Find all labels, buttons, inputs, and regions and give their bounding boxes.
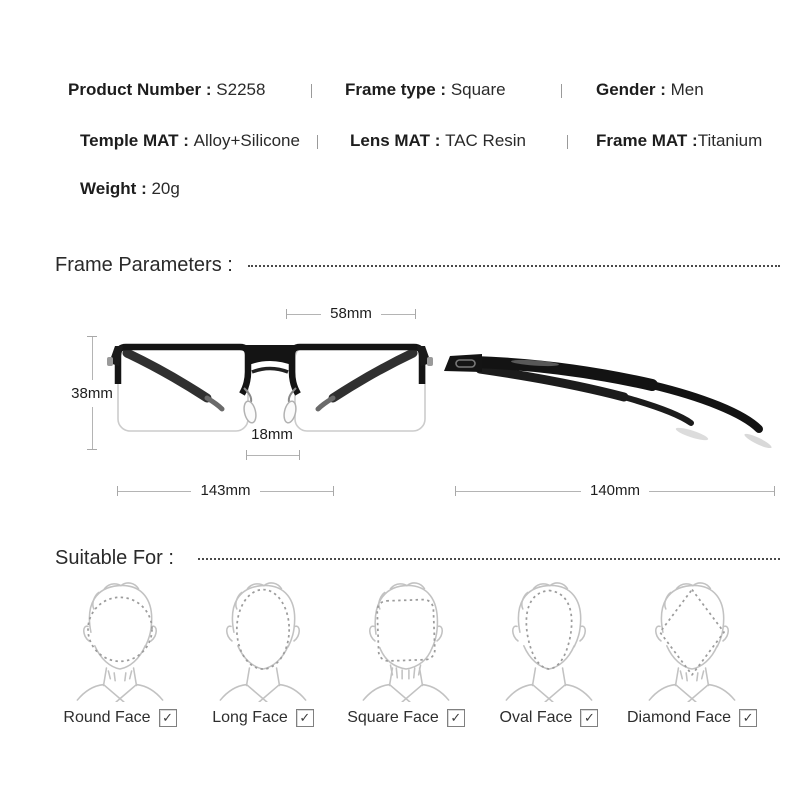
spec-label: Lens MAT — [350, 131, 430, 150]
shoulders-collar — [363, 685, 448, 702]
hinge-left — [107, 357, 113, 366]
face-caption — [347, 709, 465, 727]
face-sketch-long — [202, 576, 324, 702]
bridge-bar — [252, 369, 288, 373]
spec-separator: : — [201, 80, 217, 99]
dimension-line — [649, 491, 774, 492]
dotted-rule — [248, 265, 780, 267]
head-outline — [89, 586, 151, 647]
dimension-line — [247, 455, 299, 456]
spec-weight — [80, 179, 180, 199]
temple-arm-lower-tip — [624, 397, 691, 423]
spec-separator: : — [435, 80, 451, 99]
spec-label: Frame MAT — [596, 131, 688, 150]
shoulders-collar — [220, 685, 305, 702]
diamond-shape-overlay — [660, 590, 724, 675]
face-caption — [63, 709, 176, 727]
dimension-frame-width — [117, 483, 334, 499]
dimension-line — [381, 314, 415, 315]
spec-separator: : — [136, 179, 152, 198]
temple-side-image — [440, 328, 780, 448]
face-sketch-square — [345, 576, 467, 702]
neck-lines — [390, 668, 423, 685]
dimension-line — [287, 314, 321, 315]
face-shapes-row — [50, 576, 762, 727]
face-sketch-diamond — [631, 576, 753, 702]
face-label: Square Face — [347, 709, 439, 726]
face-label: Oval Face — [499, 709, 573, 726]
spec-value: 20g — [151, 179, 180, 198]
face-label: Diamond Face — [626, 709, 732, 726]
ears — [513, 626, 585, 641]
spec-value: TAC Resin — [445, 131, 527, 150]
shoulders-collar — [506, 685, 591, 702]
dimension-line — [456, 491, 581, 492]
spec-value: Alloy+Silicone — [193, 131, 300, 150]
face-column-oval — [479, 576, 619, 727]
column-divider — [317, 135, 318, 149]
ears — [370, 626, 442, 641]
dimension-bridge-width — [246, 447, 300, 463]
dimension-label: 58mm — [330, 305, 372, 322]
face-sketch-round — [59, 576, 181, 702]
checkbox-long-face[interactable] — [296, 709, 314, 727]
dimension-label-bridge: 18mm — [251, 426, 293, 443]
spec-gender — [596, 80, 704, 100]
neck-shading — [108, 671, 131, 681]
dimension-tick — [87, 449, 97, 450]
spec-value: Men — [670, 80, 704, 99]
spec-value: Square — [450, 80, 506, 99]
oval-shape-overlay — [526, 591, 571, 670]
beard-shading — [390, 665, 420, 679]
dimension-tick — [299, 450, 300, 460]
spec-label: Weight — [80, 179, 137, 198]
ears — [656, 626, 728, 641]
spec-separator: : — [178, 131, 194, 150]
checkmark-icon: ✓ — [299, 710, 311, 725]
column-divider — [311, 84, 312, 98]
shoulders-collar — [649, 685, 734, 702]
head-outline — [232, 586, 294, 647]
frame-parameters-title: Frame Parameters : — [55, 254, 233, 276]
checkbox-oval-face[interactable] — [580, 709, 598, 727]
checkmark-icon: ✓ — [742, 710, 754, 725]
dimension-line — [260, 491, 333, 492]
ears — [84, 626, 156, 641]
face-column-square — [336, 576, 476, 727]
neck-lines — [247, 668, 280, 685]
suitable-for-title: Suitable For : — [55, 547, 174, 569]
dimension-line — [92, 407, 93, 450]
dimension-tick — [415, 309, 416, 319]
checkmark-icon: ✓ — [450, 710, 462, 725]
spec-value: Titanium — [697, 131, 763, 150]
face-sketch-oval — [488, 576, 610, 702]
spec-frame-material — [596, 131, 762, 151]
temple-arm-upper-tip — [652, 385, 759, 429]
spec-value: S2258 — [216, 80, 266, 99]
spec-label: Temple MAT — [80, 131, 179, 150]
jaw-line — [667, 646, 717, 669]
dimension-label: 38mm — [71, 384, 113, 402]
spec-label: Product Number — [68, 80, 202, 99]
neck-shading — [680, 671, 703, 681]
jaw-line — [380, 648, 432, 669]
spec-label: Gender — [596, 80, 656, 99]
checkmark-icon: ✓ — [584, 710, 595, 725]
head-outline — [375, 586, 437, 648]
spec-separator: : — [687, 131, 698, 150]
spec-temple-material — [80, 131, 300, 151]
face-caption — [500, 709, 599, 727]
temple-shadow — [743, 432, 773, 448]
column-divider — [567, 135, 568, 149]
spec-product-number — [68, 80, 265, 100]
dimension-lens-width — [286, 306, 416, 322]
spec-separator: : — [429, 131, 446, 150]
square-shape-overlay — [377, 599, 435, 661]
column-divider — [561, 84, 562, 98]
hinge-right — [427, 357, 433, 366]
spec-frame-type — [345, 80, 506, 100]
face-label: Long Face — [212, 709, 288, 726]
neck-lines — [533, 668, 566, 685]
dimension-line — [92, 337, 93, 380]
face-label: Round Face — [63, 709, 151, 726]
temple-shadow — [675, 426, 709, 443]
dotted-rule — [198, 558, 780, 560]
dimension-label: 143mm — [200, 482, 251, 499]
dimension-tick — [333, 486, 334, 496]
checkbox-round-face[interactable] — [159, 709, 177, 727]
face-column-long — [193, 576, 333, 727]
jaw-line — [95, 646, 145, 669]
spec-separator: : — [655, 80, 671, 99]
dimension-tick — [774, 486, 775, 496]
spec-label: Frame type — [345, 80, 436, 99]
checkmark-icon: ✓ — [162, 710, 174, 725]
face-column-round — [50, 576, 190, 727]
dimension-line — [118, 491, 191, 492]
temple-front-end — [444, 354, 482, 372]
bridge — [246, 345, 294, 366]
face-caption — [627, 709, 757, 727]
face-column-diamond — [622, 576, 762, 727]
checkbox-diamond-face[interactable] — [739, 709, 757, 727]
head-outline — [661, 586, 723, 647]
face-caption — [212, 709, 314, 727]
dimension-temple-length — [455, 483, 775, 499]
checkbox-square-face[interactable] — [447, 709, 465, 727]
spec-lens-material — [350, 131, 526, 151]
shoulders-collar — [77, 685, 162, 702]
dimension-label: 140mm — [589, 482, 641, 499]
